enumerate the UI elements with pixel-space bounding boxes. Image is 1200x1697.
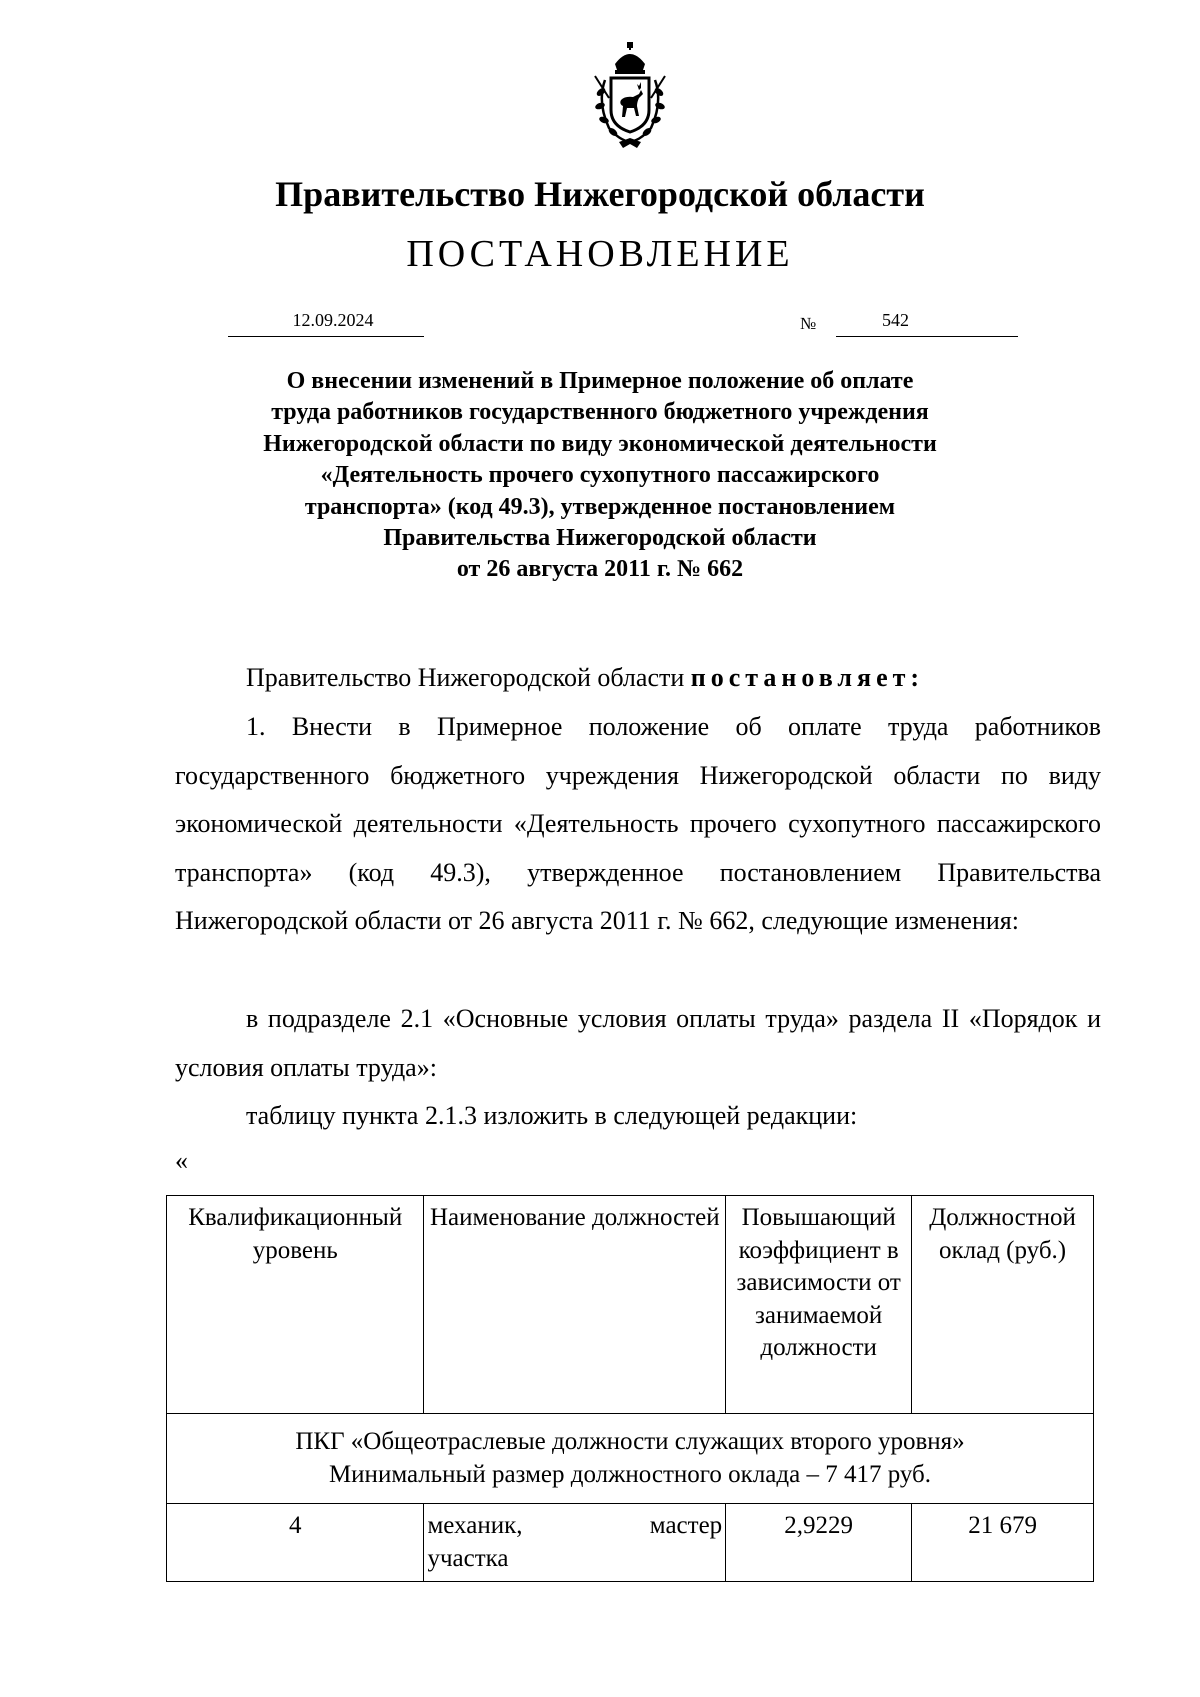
organization-title: Правительство Нижегородской области — [275, 174, 925, 214]
group-cell — [167, 1414, 1094, 1504]
intro-verb: постановляет — [690, 663, 911, 692]
document-date — [228, 310, 424, 337]
position-line-2: участка — [427, 1544, 509, 1572]
paragraph-3: таблицу пункта 2.1.3 изложить в следующей редакции: — [246, 1101, 858, 1130]
paragraph-2: в подразделе 2.1 «Основные условия оплаты труда» раздела II «Порядок и условия оплаты труда»: — [175, 1004, 1101, 1082]
resolution-intro — [246, 654, 919, 703]
document-date-value: 12.09.2024 — [292, 310, 374, 330]
subject-line: труда работников государственного бюджетного учреждения — [271, 399, 929, 426]
group-title: ПКГ «Общеотраслевые должности служащих второго уровня» — [295, 1428, 965, 1455]
document-type: ПОСТАНОВЛЕНИЕ — [406, 233, 794, 275]
cell-coefficient: 2,9229 — [726, 1504, 912, 1582]
subject-line: Нижегородской области по виду экономической деятельности — [263, 430, 937, 457]
number-sign: № — [800, 314, 817, 333]
header-salary: Должностной оклад (руб.) — [912, 1196, 1094, 1414]
subject-line: О внесении изменений в Примерное положение об оплате — [286, 368, 914, 394]
position-word-1: механик, — [427, 1512, 523, 1539]
position-word-2: мастер — [649, 1512, 723, 1539]
header-position: Наименование должностей — [424, 1196, 726, 1414]
cell-level: 4 — [167, 1504, 424, 1582]
subject-line: Правительства Нижегородской области — [383, 525, 817, 552]
table-header-row — [167, 1196, 1094, 1414]
paragraph-1: 1. Внести в Примерное положение об оплате труда работников государственного бюджетного учреждения Нижегородской области по виду экономической деятельности «Деятельность прочего сухопутного пассажирского транспорта» (код 49.3), утвержденное постановлением Правительства Нижегородской области от 26 августа 2011 г. № 662, следующие изменения: — [175, 712, 1101, 935]
coat-of-arms-emblem — [575, 42, 685, 152]
table-row — [167, 1504, 1094, 1582]
salary-table — [166, 1195, 1094, 1582]
cell-salary: 21 679 — [912, 1504, 1094, 1582]
document-number-value: 542 — [882, 310, 909, 330]
subject-line: от 26 августа 2011 г. № 662 — [456, 556, 744, 583]
intro-prefix: Правительство Нижегородской области — [246, 663, 691, 692]
document-subject — [0, 366, 1200, 586]
header-coefficient: Повышающий коэффициент в зависимости от занимаемой должности — [726, 1196, 912, 1414]
opening-quote: « — [175, 1146, 188, 1175]
cell-position — [424, 1504, 726, 1582]
subject-line: «Деятельность прочего сухопутного пассажирского — [320, 462, 880, 489]
table-group-row — [167, 1414, 1094, 1504]
header-level: Квалификационный уровень — [167, 1196, 424, 1414]
intro-colon: : — [910, 663, 920, 692]
document-number — [836, 310, 1018, 337]
group-min-salary: Минимальный размер должностного оклада – 7 417 руб. — [328, 1460, 932, 1488]
subject-line: транспорта» (код 49.3), утвержденное постановлением — [304, 493, 896, 520]
